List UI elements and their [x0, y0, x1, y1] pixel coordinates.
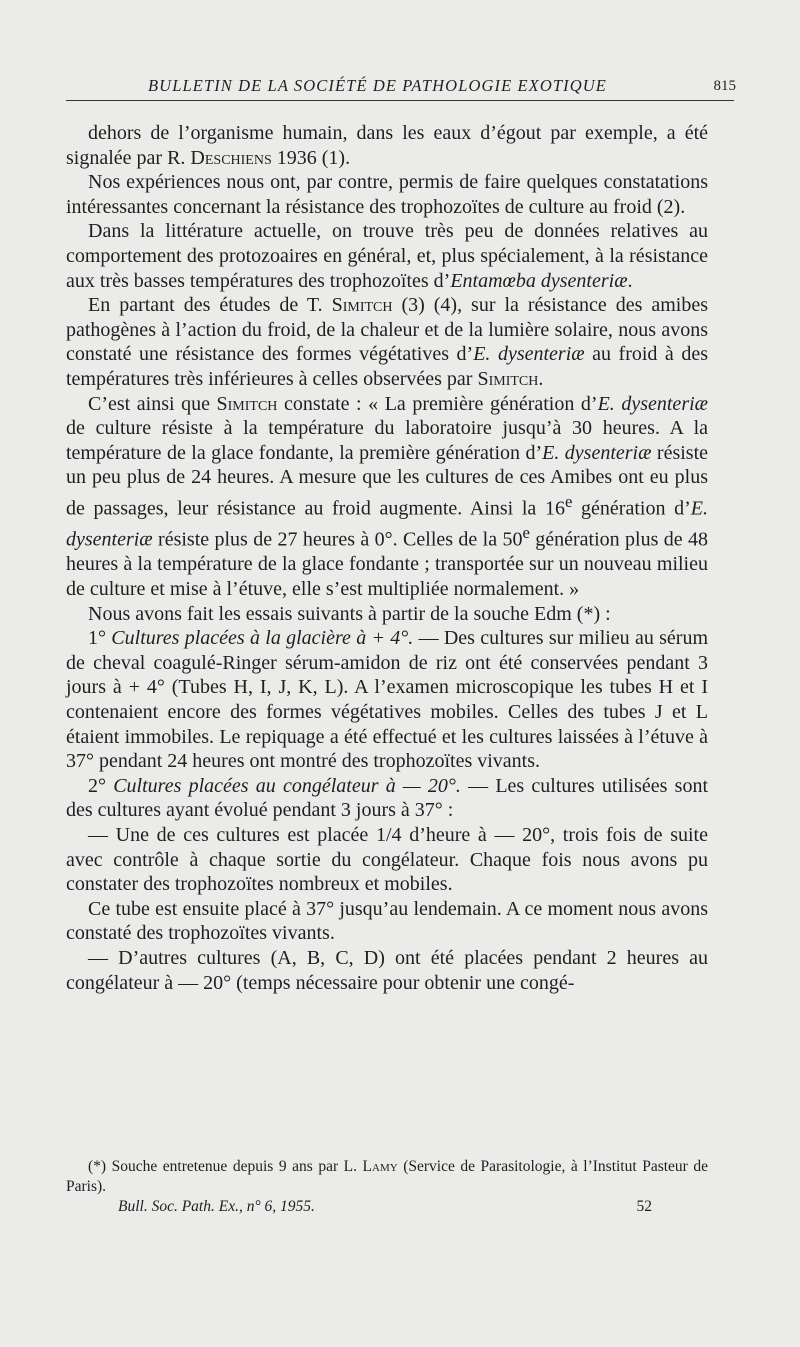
page-number: 815: [713, 78, 736, 94]
running-header: [66, 74, 734, 101]
paragraph: Dans la littérature actuelle, on trouve très peu de données relatives au comportement des protozoaires en général, et, plus spécialement, à la résistance aux très basses températures des trophozoïtes d’Entamœba dysenteriæ.: [66, 220, 708, 292]
sheet-number: 52: [636, 1198, 652, 1215]
paragraph: — D’autres cultures (A, B, C, D) ont été placées pendant 2 heures au congélateur à — 20° (temps nécessaire pour obtenir une congé-: [66, 946, 708, 994]
footnote: [66, 1157, 708, 1197]
article-body: [66, 121, 708, 995]
journal-reference: [118, 1198, 652, 1216]
paragraph: Ce tube est ensuite placé à 37° jusqu’au lendemain. A ce moment nous avons constaté des trophozoïtes vivants.: [66, 897, 708, 945]
paragraph: 1° Cultures placées à la glacière à + 4°. — Des cultures sur milieu au sérum de cheval coagulé-Ringer sérum-amidon de riz ont été conservées pendant 3 jours à + 4° (Tubes H, I, J, K, L). A l’examen microscopique les tubes H et I contenaient encore des formes végétatives mobiles. Celles des tubes J et L étaient immobiles. Le repiquage a été effectué et les cultures laissées à l’étuve à 37° pendant 24 heures ont montré des trophozoïtes vivants.: [66, 627, 709, 773]
paragraph: Nos expériences nous ont, par contre, permis de faire quelques constatations intéressantes concernant la résistance des trophozoïtes de culture au froid (2).: [66, 171, 708, 218]
paragraph: En partant des études de T. Simitch (3) (4), sur la résistance des amibes pathogènes à l’action du froid, de la chaleur et de la lumière solaire, nous avons constaté une résistance des formes végétatives d’E. dysenteriæ au froid à des températures très inférieures à celles observées par Simitch.: [66, 294, 708, 390]
paragraph: dehors de l’organisme humain, dans les eaux d’égout par exemple, a été signalée par R. Deschiens 1936 (1).: [66, 122, 708, 169]
paragraph: 2° Cultures placées au congélateur à — 20°. — Les cultures utilisées sont des cultures ayant évolué pendant 3 jours à 37° :: [66, 774, 709, 822]
running-title: BULLETIN DE LA SOCIÉTÉ DE PATHOLOGIE EXOTIQUE: [148, 76, 607, 95]
footnote-text: (*) Souche entretenue depuis 9 ans par L. Lamy (Service de Parasitologie, à l’Institut Pasteur de Paris).: [66, 1158, 708, 1195]
paragraph: Nous avons fait les essais suivants à partir de la souche Edm (*) :: [88, 602, 611, 625]
paragraph: — Une de ces cultures est placée 1/4 d’heure à — 20°, trois fois de suite avec contrôle à chaque sortie du congélateur. Chaque fois nous avons pu constater des trophozoïtes nombreux et mobiles.: [66, 823, 708, 896]
journal-citation: Bull. Soc. Path. Ex., n° 6, 1955.: [118, 1198, 315, 1215]
paragraph: C’est ainsi que Simitch constate : « La première génération d’E. dysenteriæ de culture résiste à la température du laboratoire jusqu’à 30 heures. A la température de la glace fondante, la première génération d’E. dysenteriæ résiste un peu plus de 24 heures. A mesure que les cultures de ces Amibes ont eu plus de passages, leur résistance au froid augmente. Ainsi la 16e génération d’E. dysenteriæ résiste plus de 27 heures à 0°. Celles de la 50e génération plus de 48 heures à la température de la glace fondante ; transportée sur un nouveau milieu de culture et mise à l’étuve, elle s’est multipliée normalement. »: [66, 392, 709, 600]
